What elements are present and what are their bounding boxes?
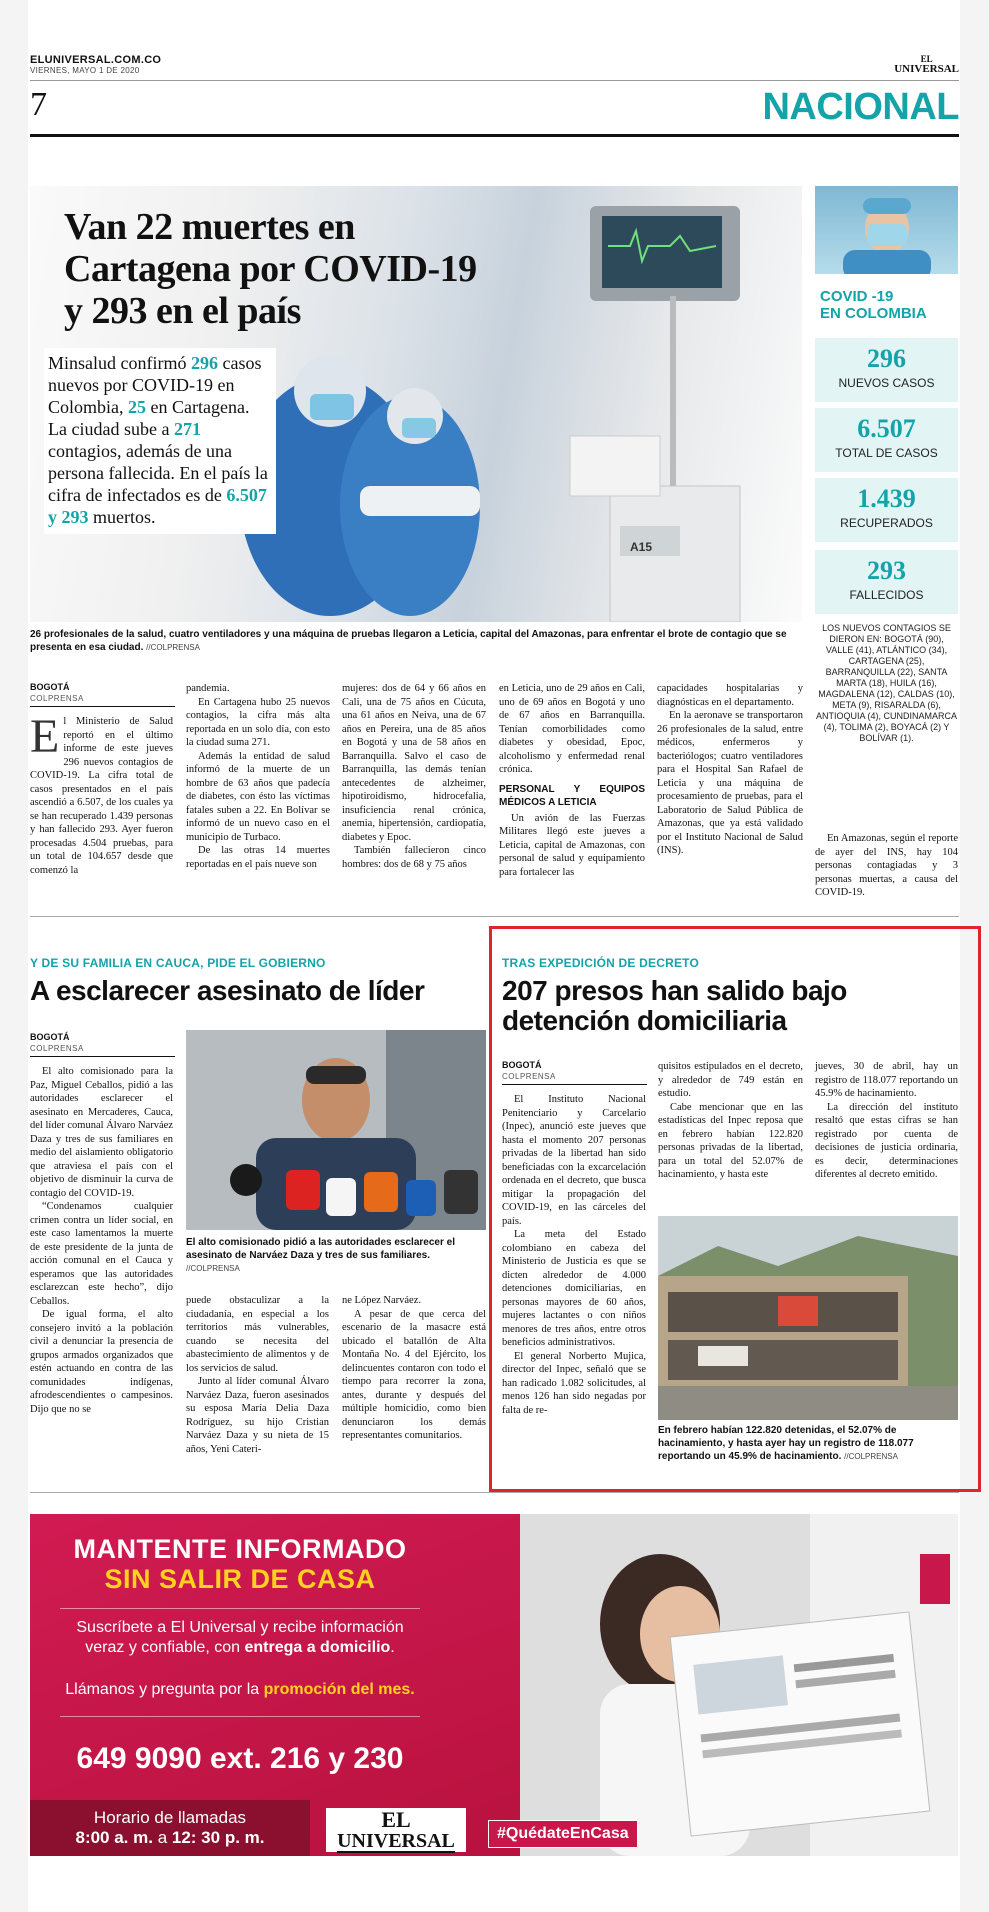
paragraph: Cabe mencionar que en las estadísticas del Inpec reposa que en febrero habían 122.820 personas privadas de la libertad, para un total del 52.07% de hacinamiento, y hasta este bbox=[658, 1101, 803, 1180]
story3-caption-text: En febrero habían 122.820 detenidas, el 52.07% de hacinamiento, y hasta ayer hay un registro de 118.077 reportando un 45.9% de hacinamiento. bbox=[658, 1425, 914, 1462]
lead-num-new-cases: 296 bbox=[190, 353, 218, 373]
lead-col-1 bbox=[30, 682, 173, 877]
stat-label: RECUPERADOS bbox=[840, 516, 933, 530]
drop-cap: E bbox=[30, 710, 60, 763]
prison-photo bbox=[658, 1216, 958, 1420]
byline-rule bbox=[30, 706, 175, 707]
lead-col-2 bbox=[186, 682, 330, 871]
stat-recovered bbox=[815, 478, 958, 542]
bottom-divider bbox=[30, 1492, 959, 1493]
ad-call-text bbox=[30, 1680, 450, 1700]
site-url: ELUNIVERSAL.COM.CO bbox=[30, 54, 162, 66]
paragraph: El general Norberto Mujica, director del Inpec, señaló que se han radicado 1.082 solicitudes, al menos 126 han sido negadas por falta de re- bbox=[502, 1350, 646, 1416]
paragraph: en Leticia, uno de 29 años en Cali, uno de 69 años en Bogotá y uno de 67 años en Barranquilla. Tenían comorbilidades como diabetes y obesidad, Epoc, alcoholismo y enfermedad renal crónica. bbox=[499, 683, 645, 775]
page-number: 7 bbox=[30, 86, 47, 123]
paragraph: Un avión de las Fuerzas Militares llegó este jueves a Leticia, capital de Amazonas, con personal de salud y equipamiento para fortalecer las bbox=[499, 812, 645, 878]
logo-line-2: UNIVERSAL bbox=[894, 63, 959, 75]
lead-text-4: contagios, además de una persona fallecida. En el país la cifra de infectados es de bbox=[48, 441, 268, 505]
paragraph: quisitos estipulados en el decreto, y alrededor de 749 están en estudio. bbox=[658, 1061, 803, 1099]
lead-text-1: Minsalud confirmó bbox=[48, 353, 191, 373]
ad-line1-bold: entrega a domicilio bbox=[244, 1639, 391, 1656]
story3-header bbox=[502, 956, 962, 1036]
story2-col-1 bbox=[30, 1032, 173, 1416]
paragraph: mujeres: dos de 64 y 66 años en Cali, una de 75 años en Cúcuta, una 61 años en Neiva, una de 67 años en Pereira, una de 85 años en Bogotá y una de 58 años en Barranquilla. Salvo el caso de Barranquilla, las demás tenían antecedentes de alzheimer, hipotiroidismo, hidrocefalia, insuficiencia renal crónica, anemia, hipertensión, cardiopatía, diabetes y Epoc. bbox=[342, 683, 486, 843]
byline-city: BOGOTÁ bbox=[30, 682, 70, 692]
story2-headline: A esclarecer asesinato de líder bbox=[30, 975, 425, 1006]
press-conference-illustration bbox=[186, 1030, 486, 1230]
paragraph: “Condenamos cualquier crimen contra un líder social, en este caso lamentamos la muerte de este presidente de la junta de acción comunal en el Cauca y esperamos que las autoridades esclarezcan este hecho”, dijo Ceballos. bbox=[30, 1201, 173, 1307]
paragraph: A pesar de que cerca del escenario de la masacre está ubicado el batallón de Alta Montaña No. 4 del Ejército, los delincuentes contaron con todo el tiempo para recorrer la zona, antes, durante y después del múltiple homicidio, como bien denunciaron los demás representantes comunitarios. bbox=[342, 1308, 486, 1441]
lead-text-3: en Cartagena. La ciudad sube a bbox=[48, 397, 250, 439]
byline-agency: COLPRENSA bbox=[30, 1044, 84, 1053]
prison-illustration bbox=[658, 1216, 958, 1420]
story2-kicker: Y DE SU FAMILIA EN CAUCA, PIDE EL GOBIERNO bbox=[30, 956, 326, 970]
hero-photo bbox=[30, 186, 802, 622]
paragraph: capacidades hospitalarias y diagnósticas en el departamento. bbox=[657, 683, 803, 708]
paragraph: puede obstaculizar a la ciudadanía, en especial a los territorios más vulnerables, cuando se necesita del abastecimiento de alimentos y de los servicios de salud. bbox=[186, 1295, 329, 1374]
lead-col-4 bbox=[499, 682, 645, 879]
section-divider bbox=[30, 916, 959, 917]
masthead-logo bbox=[894, 54, 959, 74]
ad-logo-line-1: EL bbox=[381, 1807, 411, 1832]
reader-illustration bbox=[510, 1514, 958, 1856]
section-title: NACIONAL bbox=[762, 86, 959, 128]
ad-line1: Suscríbete a El Universal y recibe información veraz y confiable, con bbox=[76, 1619, 404, 1656]
machine-label: A15 bbox=[630, 540, 653, 554]
stat-value: 6.507 bbox=[857, 414, 916, 443]
story2-col-2 bbox=[186, 1294, 329, 1456]
stat-value: 296 bbox=[867, 344, 906, 373]
byline-city: BOGOTÁ bbox=[502, 1060, 542, 1070]
paragraph: De las otras 14 muertes reportadas en el país nueve son bbox=[186, 845, 330, 870]
ad-line2-bold: promoción del mes. bbox=[263, 1681, 415, 1698]
paragraph: pandemia. bbox=[186, 683, 230, 694]
issue-date: VIERNES, MAYO 1 DE 2020 bbox=[30, 66, 140, 75]
subheading: PERSONAL Y EQUIPOS MÉDICOS A LETICIA bbox=[499, 783, 645, 808]
sidebar-title-line-1: COVID -19 bbox=[820, 288, 894, 305]
header-rule bbox=[30, 80, 959, 81]
lead-col-1-text: l Ministerio de Salud reportó en el último informe de este jueves 296 nuevos contagios de COVID-19. La cifra total de casos presentados en el país ascendió a 6.507, de los cuales ya se han recuperado 1.439 personas y han fallecido 293. Ayer fueron procesadas 4.504 pruebas, para un total de 104.657 desde que comenzó la bbox=[30, 716, 173, 876]
stat-value: 293 bbox=[867, 556, 906, 585]
story3-col-2 bbox=[658, 1060, 803, 1182]
byline-agency: COLPRENSA bbox=[502, 1072, 556, 1081]
ad-logo-line-2: UNIVERSAL bbox=[337, 1830, 455, 1852]
paragraph: Además la entidad de salud informó de la muerte de un hombre de 63 años que padecía de diabetes, con ésto las víctimas fatales suben a 22. En Bolívar se informó de un nuevo caso en el municipio de Turbaco. bbox=[186, 750, 330, 843]
story2-caption bbox=[186, 1236, 486, 1275]
byline-city: BOGOTÁ bbox=[30, 1032, 70, 1042]
paragraph: ne López Narváez. bbox=[342, 1295, 421, 1306]
ad-text-panel bbox=[30, 1514, 520, 1856]
ad-subscribe-text: Suscríbete a El Universal y recibe información veraz y confiable, con entrega a domicilio. bbox=[76, 1619, 404, 1656]
lead-num-country: 6.507 y 293 bbox=[48, 485, 267, 527]
paragraph: El Instituto Nacional Penitenciario y Carcelario (Inpec), anunció este jueves que hasta el momento 207 personas privadas de la libertad han sido beneficiadas con la excarcelación ordenada en el decreto, que busca mitigar la propagación del COVID-19, en las cárceles del país. bbox=[502, 1094, 646, 1227]
sidebar-title bbox=[820, 288, 927, 322]
byline-rule bbox=[30, 1056, 175, 1057]
lead-col-3 bbox=[342, 682, 486, 871]
sidebar-note: LOS NUEVOS CONTAGIOS SE DIERON EN: BOGOTÁ (90), VALLE (41), ATLÁNTICO (34), CARTAGENA (25), BARRANQUILLA (22), SANTA MARTA (18), HUILA (16), MAGDALENA (12), CALDAS (10), META (9), RISARALDA (6), ANTIOQUIA (4), CUNDINAMARCA (4), TOLIMA (2), BOYACÁ (2) Y BOLÍVAR (1). bbox=[815, 623, 957, 743]
ad-headline-2: SIN SALIR DE CASA bbox=[104, 1564, 376, 1594]
ad-line2: Llámanos y pregunta por la bbox=[65, 1681, 264, 1698]
stat-total-cases bbox=[815, 408, 958, 472]
story2-caption-text: El alto comisionado pidió a las autoridades esclarecer el asesinato de Narváez Daza y tres de sus familiares. bbox=[186, 1237, 455, 1261]
stat-label: FALLECIDOS bbox=[849, 588, 924, 602]
lead-text-5: muertos. bbox=[88, 507, 156, 527]
lead-text-2: casos nuevos por COVID-19 en Colombia, bbox=[48, 353, 262, 417]
story3-kicker: TRAS EXPEDICIÓN DE DECRETO bbox=[502, 956, 700, 970]
story3-caption bbox=[658, 1424, 958, 1463]
story3-col-3 bbox=[815, 1060, 958, 1182]
ad-hours bbox=[30, 1800, 310, 1856]
paragraph: En Cartagena hubo 25 nuevos contagios, la cifra más alta reportada en un solo día, con esto la ciudad suma 271. bbox=[186, 696, 330, 748]
hero-caption-text: 26 profesionales de la salud, cuatro ventiladores y una máquina de pruebas llegaron a Leticia, capital del Amazonas, para enfrentar el brote de contagio que se presenta en esa ciudad. bbox=[30, 629, 787, 653]
byline-agency: COLPRENSA bbox=[30, 694, 84, 703]
ad-reader-photo bbox=[510, 1514, 958, 1856]
ad-hours-title: Horario de llamadas bbox=[93, 1808, 247, 1827]
ad-hours-sep: a bbox=[152, 1828, 172, 1847]
lead-col-5 bbox=[657, 682, 803, 858]
lead-num-city-total: 271 bbox=[173, 419, 201, 439]
stat-label: NUEVOS CASOS bbox=[838, 376, 935, 390]
ad-logo bbox=[326, 1808, 466, 1852]
hero-caption-credit: //COLPRENSA bbox=[146, 643, 200, 652]
stat-value: 1.439 bbox=[857, 484, 916, 513]
subscription-ad[interactable] bbox=[30, 1514, 958, 1856]
paragraph: También fallecieron cinco hombres: dos de 68 y 75 años bbox=[342, 845, 486, 870]
paragraph: La meta del Estado colombiano en cabeza del Ministerio de Justicia es que se dicten alrededor de 4.000 detenciones domiciliarias, en personas mayores de 60 años, mujeres lactantes o con niños menores de tres años, entre otros beneficios administrativos. bbox=[502, 1229, 646, 1348]
paragraph: En la aeronave se transportaron 26 profesionales de la salud, entre médicos, enfermeros y bacteriólogos; cuatro ventiladores para el Hospital San Rafael de Leticia y una máquina de procesamiento de pruebas, para el Laboratorio de Salud Pública de Amazonas, que ya está validado por el Instituto Nacional de Salud (INS). bbox=[657, 710, 803, 856]
paragraph: El alto comisionado para la Paz, Miguel Ceballos, pidió a las autoridades esclarecer el asesinato en Mercaderes, Cauca, del líder comunal Álvaro Narváez Daza y tres de sus familiares en medio del aislamiento obligatorio que atraviesa el país con el objetivo de disminuir la curva de contagio del COVID-19. bbox=[30, 1066, 173, 1199]
sidebar-title-line-2: EN COLOMBIA bbox=[820, 305, 927, 322]
ad-headline-1: MANTENTE INFORMADO bbox=[73, 1534, 407, 1564]
lead-col-6 bbox=[815, 832, 958, 900]
paragraph: En Amazonas, según el reporte de ayer del INS, hay 104 personas contagiadas y 3 personas muertas, a causa del COVID-19. bbox=[815, 833, 958, 898]
stat-new-cases bbox=[815, 338, 958, 402]
stat-deaths bbox=[815, 550, 958, 614]
story2-header bbox=[30, 956, 485, 1006]
story2-col-3 bbox=[342, 1294, 486, 1443]
ad-divider bbox=[60, 1608, 420, 1609]
lead-headline: Van 22 muertes en Cartagena por COVID-19 y 293 en el país bbox=[64, 206, 477, 332]
doctor-illustration bbox=[815, 186, 958, 274]
ad-hours-to: 12: 30 p. m. bbox=[171, 1828, 265, 1847]
doctor-photo bbox=[815, 186, 958, 274]
lead-num-cartagena: 25 bbox=[128, 397, 146, 417]
stat-label: TOTAL DE CASOS bbox=[835, 446, 938, 460]
paragraph: jueves, 30 de abril, hay un registro de 118.077 reportando un 45.9% de hacinamiento. bbox=[815, 1061, 958, 1099]
paragraph: La dirección del instituto resaltó que estas cifras se han registrado por cuenta de decisiones de justicia ordinaria, es decir, determinaciones diferentes al decreto emitido. bbox=[815, 1101, 958, 1180]
ad-hours-from: 8:00 a. m. bbox=[75, 1828, 153, 1847]
story3-caption-credit: //COLPRENSA bbox=[844, 1452, 898, 1461]
story2-photo bbox=[186, 1030, 486, 1230]
ad-divider bbox=[60, 1716, 420, 1717]
paragraph: Junto al líder comunal Álvaro Narváez Daza, fueron asesinados su esposa María Delia Daza Rodríguez, su hijo Cristian Narváez Daza y su nieta de 15 años, Yeni Cateri- bbox=[186, 1376, 329, 1455]
byline-rule bbox=[502, 1084, 647, 1085]
story3-col-1 bbox=[502, 1060, 646, 1417]
paragraph: De igual forma, el alto consejero invitó a la población civil a denunciar la presencia de grupos armados organizados que estén actuando en contra de las comunidades indígenas, afrodescendientes o campesinos. Dijo que no se bbox=[30, 1309, 173, 1415]
story3-headline: 207 presos han salido bajo detención domiciliaria bbox=[502, 975, 847, 1036]
ad-hours-range bbox=[30, 1828, 310, 1848]
ad-phone[interactable]: 649 9090 ext. 216 y 230 bbox=[76, 1742, 404, 1775]
section-rule bbox=[30, 134, 959, 137]
ad-hashtag[interactable]: #QuédateEnCasa bbox=[488, 1820, 638, 1848]
lead-summary bbox=[44, 348, 276, 534]
hero-caption bbox=[30, 628, 802, 654]
logo-line-1: EL bbox=[920, 54, 933, 64]
story2-caption-credit: //COLPRENSA bbox=[186, 1264, 240, 1273]
